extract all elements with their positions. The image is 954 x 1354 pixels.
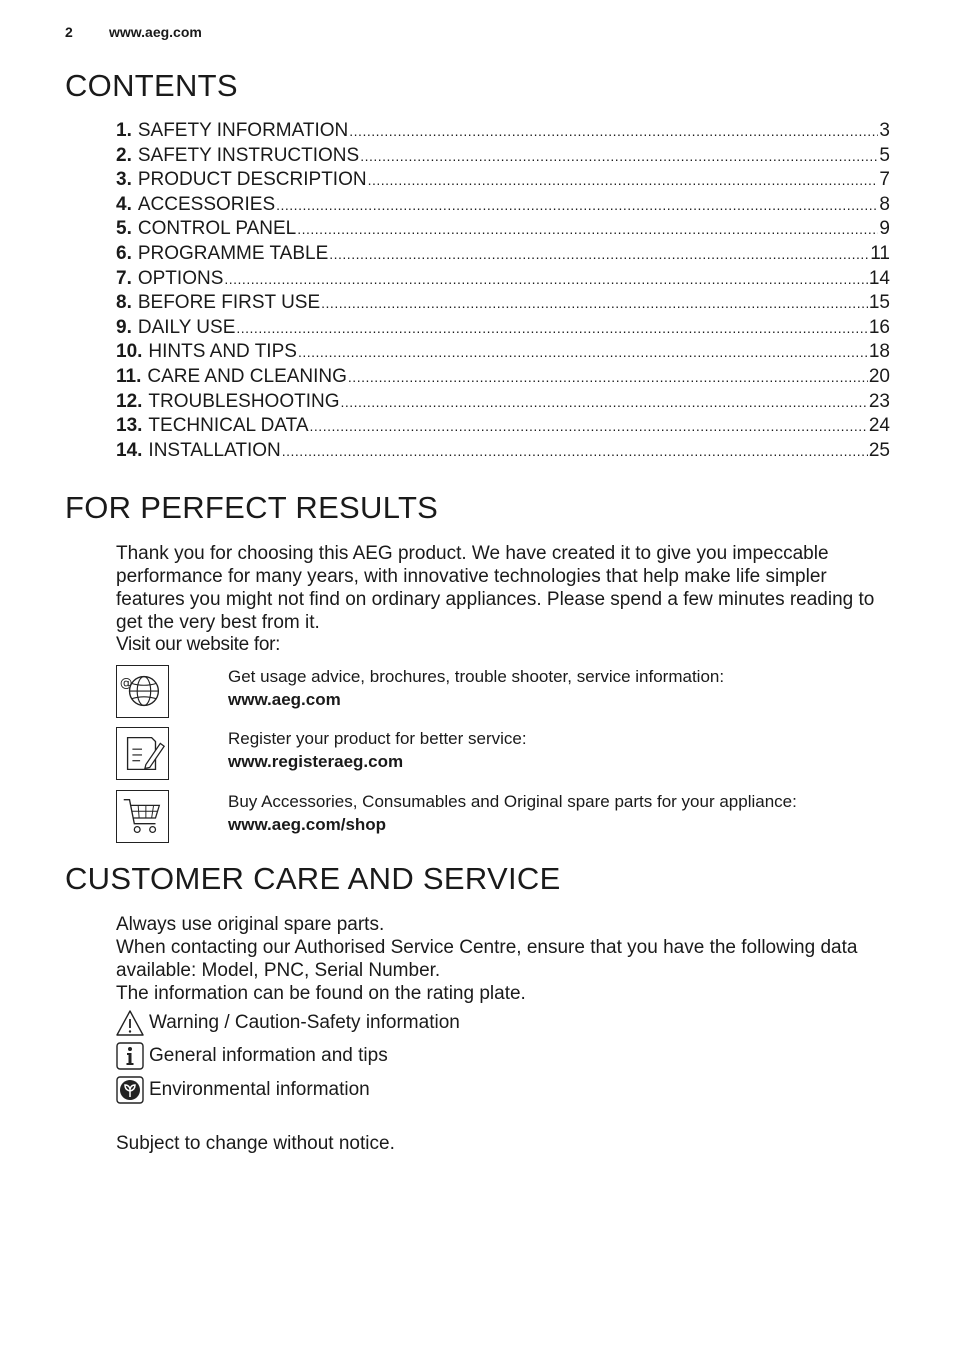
toc-item-label: TROUBLESHOOTING [148, 390, 340, 412]
toc-leader-dots [341, 394, 868, 410]
toc-item-page: 25 [868, 439, 890, 461]
toc-item-label: DAILY USE [137, 316, 236, 338]
toc-item-number: 4. [116, 193, 132, 215]
toc-leader-dots [276, 197, 878, 213]
toc-item-number: 5. [116, 218, 132, 240]
toc-leader-dots [298, 344, 868, 360]
shop-link-url[interactable]: www.aeg.com/shop [228, 815, 387, 834]
toc-leader-dots [329, 246, 869, 262]
care-rating-plate: The information can be found on the rating plate. [116, 983, 526, 1004]
globe-icon [116, 665, 169, 718]
care-title: CUSTOMER CARE AND SERVICE [65, 861, 561, 896]
shop-link-row [116, 790, 896, 846]
toc-item[interactable] [116, 391, 890, 416]
toc-item-number: 6. [116, 242, 132, 264]
warning-icon [116, 1009, 144, 1037]
toc-item-page: 14 [868, 267, 890, 289]
toc-item-page: 20 [868, 365, 890, 387]
toc-item-label: PRODUCT DESCRIPTION [137, 169, 367, 191]
toc-item-number: 11. [116, 365, 142, 387]
toc-item-page: 23 [868, 390, 890, 412]
toc-item-label: TECHNICAL DATA [148, 415, 309, 437]
toc-item[interactable] [116, 218, 890, 243]
toc-item-page: 11 [870, 242, 890, 264]
change-notice: Subject to change without notice. [116, 1133, 395, 1154]
website-link-description: Get usage advice, brochures, trouble shooter, service information: [228, 667, 725, 686]
toc-item[interactable] [116, 243, 890, 268]
toc-item-label: INSTALLATION [148, 439, 281, 461]
symbol-warning-label: Warning / Caution-Safety information [149, 1012, 460, 1033]
symbol-info-row [116, 1041, 388, 1071]
register-link-row [116, 727, 896, 783]
toc-item-label: CONTROL PANEL [137, 218, 297, 240]
toc-item-label: ACCESSORIES [137, 193, 276, 215]
visit-label: Visit our website for: [116, 634, 281, 655]
toc-item[interactable] [116, 292, 890, 317]
toc-item-page: 3 [879, 120, 890, 141]
results-intro: Thank you for choosing this AEG product. We have created it to give you impeccable performance for many years, with innovative technologies that help make life simpler features you might not find on ordinary appliances. Please spend a few minutes reading to get the very best from it. [116, 543, 875, 633]
care-contact-info: When contacting our Authorised Service Centre, ensure that you have the following data available: Model, PNC, Serial Number. [116, 937, 858, 981]
toc-item-label: CARE AND CLEANING [147, 365, 347, 387]
toc-item-label: SAFETY INFORMATION [137, 120, 349, 141]
toc-leader-dots [224, 271, 867, 287]
toc-item-page: 7 [879, 169, 890, 191]
toc-leader-dots [349, 123, 878, 139]
toc-item-number: 14. [116, 439, 143, 461]
toc-leader-dots [360, 148, 878, 164]
toc-item-page: 18 [868, 341, 890, 363]
toc-item-number: 9. [116, 316, 132, 338]
toc-item[interactable] [116, 341, 890, 366]
toc-leader-dots [236, 320, 867, 336]
toc-item-page: 8 [879, 193, 890, 215]
page-header [65, 24, 202, 40]
shopping-cart-icon [116, 790, 169, 843]
symbol-warning-row [116, 1008, 460, 1038]
symbol-environment-label: Environmental information [149, 1079, 370, 1100]
table-of-contents [116, 120, 890, 464]
contents-title: CONTENTS [65, 68, 238, 103]
toc-item-label: OPTIONS [137, 267, 224, 289]
shop-link-text [228, 790, 797, 836]
toc-item-page: 24 [868, 415, 890, 437]
toc-item-number: 1. [116, 120, 132, 141]
toc-item[interactable] [116, 194, 890, 219]
toc-item-number: 7. [116, 267, 132, 289]
toc-leader-dots [321, 295, 868, 311]
website-link-text [228, 665, 724, 711]
toc-item[interactable] [116, 317, 890, 342]
toc-item-label: SAFETY INSTRUCTIONS [137, 144, 360, 166]
toc-item-label: PROGRAMME TABLE [137, 242, 329, 264]
info-icon [116, 1042, 144, 1070]
register-link-text [228, 727, 527, 773]
toc-leader-dots [348, 369, 868, 385]
symbol-environment-row [116, 1075, 370, 1105]
toc-item-page: 16 [868, 316, 890, 338]
toc-leader-dots [297, 221, 878, 237]
toc-item-page: 5 [879, 144, 890, 166]
page-number: 2 [65, 24, 73, 40]
toc-item[interactable] [116, 145, 890, 170]
svg-text:@: @ [119, 675, 133, 691]
toc-item[interactable] [116, 169, 890, 194]
toc-item-number: 13. [116, 415, 143, 437]
toc-item-label: BEFORE FIRST USE [137, 292, 321, 314]
toc-item-label: HINTS AND TIPS [148, 341, 297, 363]
toc-item[interactable] [116, 366, 890, 391]
toc-item[interactable] [116, 268, 890, 293]
toc-item-number: 3. [116, 169, 132, 191]
toc-leader-dots [368, 172, 879, 188]
website-link-row [116, 665, 896, 721]
toc-item-page: 9 [879, 218, 890, 240]
toc-item[interactable] [116, 120, 890, 145]
toc-item-number: 12. [116, 390, 143, 412]
results-title: FOR PERFECT RESULTS [65, 490, 439, 525]
toc-leader-dots [310, 418, 868, 434]
toc-item-page: 15 [868, 292, 890, 314]
toc-item[interactable] [116, 415, 890, 440]
shop-link-description: Buy Accessories, Consumables and Original spare parts for your appliance: [228, 792, 797, 811]
toc-item-number: 2. [116, 144, 132, 166]
toc-item-number: 10. [116, 341, 143, 363]
toc-leader-dots [282, 443, 868, 459]
toc-item-number: 8. [116, 292, 132, 314]
care-spare-parts: Always use original spare parts. [116, 914, 385, 935]
register-link-url[interactable]: www.registeraeg.com [228, 752, 404, 771]
header-website[interactable]: www.aeg.com [109, 24, 202, 40]
toc-item[interactable] [116, 440, 890, 465]
register-icon [116, 727, 169, 780]
environment-icon [116, 1076, 144, 1104]
website-link-url[interactable]: www.aeg.com [228, 690, 341, 709]
register-link-description: Register your product for better service: [228, 729, 527, 748]
symbol-info-label: General information and tips [149, 1045, 388, 1066]
